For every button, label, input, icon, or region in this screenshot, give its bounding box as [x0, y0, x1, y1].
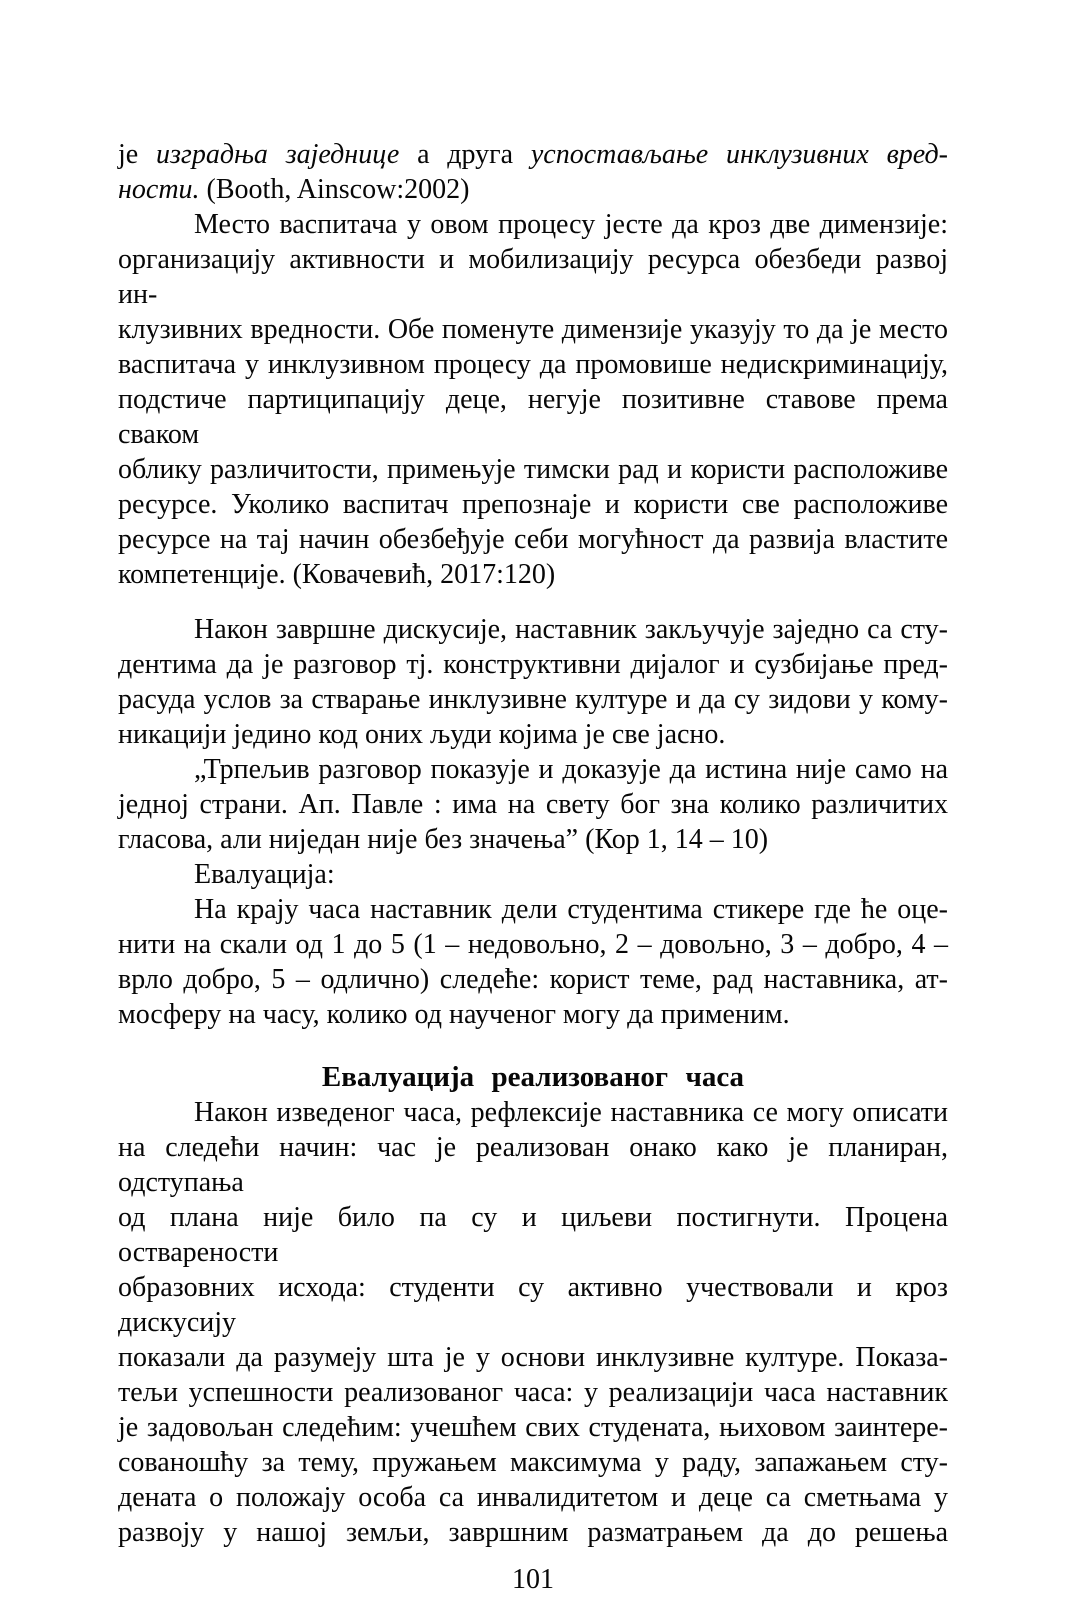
- text-line: расуда услов за стварање инклузивне културе и да су зидови у кому-: [118, 684, 948, 715]
- text-line: развоју у нашој земљи, завршним разматрањем да до решења: [118, 1517, 948, 1548]
- text-line: Након завршне дискусије, наставник закључује заједно са сту-: [194, 614, 948, 645]
- text-line: Место васпитача у овом процесу јесте да кроз две димензије:: [194, 209, 948, 240]
- text-block: [118, 137, 948, 1597]
- text-line: подстиче партиципацију деце, негује позитивне ставове према сваком: [118, 384, 948, 450]
- paragraph-intro: [118, 137, 948, 207]
- text-line: [118, 137, 948, 172]
- section-heading: Евалуација реализованог часа: [321, 1061, 745, 1093]
- paragraph-rating-scale: [118, 892, 948, 1032]
- text-line: на следећи начин: час је реализован онако како је планиран, одступања: [118, 1132, 948, 1198]
- text-line: дената о положају особа са инвалидитетом и деце са сметњама у: [118, 1482, 948, 1513]
- text-line: ресурсе. Уколико васпитач препознаје и користи све расположиве: [118, 489, 948, 520]
- text-line: клузивних вредности. Обе поменуте димензије указују то да је место: [118, 314, 948, 345]
- text-line: гласова, али ниједан није без значења” (Кор 1, 14 – 10): [118, 824, 769, 855]
- text-line: дентима да је разговор тј. конструктивни дијалог и сузбијање пред-: [118, 649, 948, 680]
- text-line: облику различитости, примењује тимски рад и користи расположиве: [118, 454, 948, 485]
- text-line: једној страни. Ап. Павле : има на свету бог зна колико различитих: [118, 789, 948, 820]
- text-line: врло добро, 5 – одлично) следеће: корист теме, рад наставника, ат-: [118, 964, 948, 995]
- text-line: нити на скали од 1 до 5 (1 – недовољно, 2 – довољно, 3 – добро, 4 –: [118, 929, 948, 960]
- paragraph-dimensions: [118, 207, 948, 592]
- text-line: Евалуација:: [194, 859, 335, 890]
- text-run-italic: изградња заједнице: [155, 139, 400, 170]
- text-line: васпитача у инклузивном процесу да промовише недискриминацију,: [118, 349, 948, 380]
- text-line: сованошћу за тему, пружањем максимума у раду, запажањем сту-: [118, 1447, 948, 1478]
- page-number: 101: [512, 1564, 554, 1595]
- text-line: организацију активности и мобилизацију ресурса обезбеди развој ин-: [118, 244, 948, 310]
- paragraph-discussion: [118, 612, 948, 752]
- text-line: је задовољан следећим: учешћем свих студената, њиховом заинтере-: [118, 1412, 948, 1443]
- paragraph-reflection: [118, 1095, 948, 1550]
- text-line: никацији једино код оних људи којима је све јасно.: [118, 719, 726, 750]
- paragraph-quote: [118, 752, 948, 857]
- text-line: образовних исхода: студенти су активно учествовали и кроз дискусију: [118, 1272, 948, 1338]
- text-line: од плана није било па су и циљеви постигнути. Процена остварености: [118, 1202, 948, 1268]
- text-run: је: [118, 139, 156, 170]
- text-line: Након изведеног часа, рефлексије наставника се могу описати: [194, 1097, 948, 1128]
- text-line: мосферу на часу, колико од наученог могу да применим.: [118, 999, 790, 1030]
- paragraph-evaluation-label: [118, 857, 948, 892]
- text-line: „Трпељив разговор показује и доказује да истина није само на: [194, 754, 948, 785]
- text-run: а друга: [399, 139, 531, 170]
- text-line: тељи успешности реализованог часа: у реализацији часа наставник: [118, 1377, 948, 1408]
- text-run-italic: ности.: [118, 174, 200, 205]
- citation: (Booth, Ainscow:2002): [199, 174, 470, 205]
- text-line: компетенције. (Ковачевић, 2017:120): [118, 559, 556, 590]
- text-line: На крају часа наставник дели студентима стикере где ће оце-: [194, 894, 948, 925]
- text-line: показали да разумеју шта је у основи инклузивне културе. Показа-: [118, 1342, 948, 1373]
- text-run-italic: успостављање инклузивних вред-: [530, 139, 948, 170]
- text-line: ресурсе на тај начин обезбеђује себи могућност да развија властите: [118, 524, 948, 555]
- text-line: [118, 172, 948, 207]
